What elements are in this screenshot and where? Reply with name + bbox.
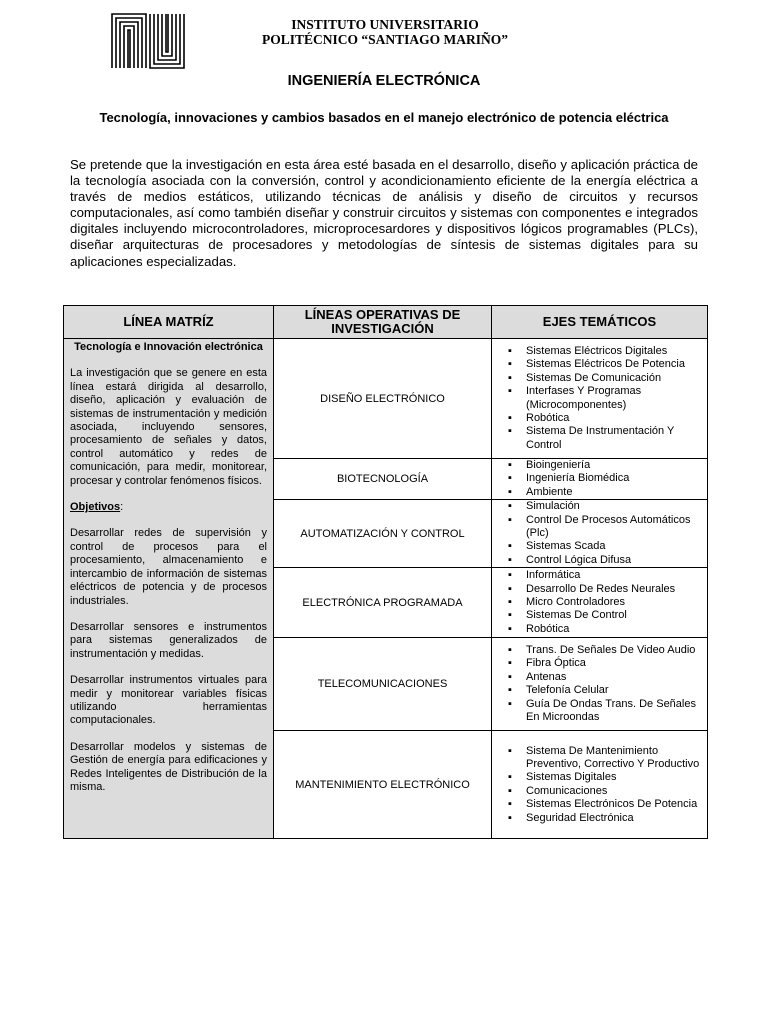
table-header-row [64, 306, 708, 339]
ejes-list [500, 745, 705, 825]
list-item: ▪ Sistemas De Control [526, 609, 705, 622]
list-item: ▪ Control De Procesos Automáticos (Plc) [526, 514, 705, 541]
list-item: ▪ Bioingeniería [526, 459, 705, 472]
list-item: ▪ Robótica [526, 623, 705, 636]
linea-operativa-cell: DISEÑO ELECTRÓNICO [274, 339, 492, 459]
table-row [64, 339, 708, 459]
linea-operativa-cell: AUTOMATIZACIÓN Y CONTROL [274, 500, 492, 568]
objetivo-item: Desarrollar modelos y sistemas de Gestión de energía para edificaciones y Redes Inteligentes de Distribución de la misma. [70, 740, 267, 793]
institute-line-1: INSTITUTO UNIVERSITARIO [291, 17, 479, 32]
ejes-list [500, 345, 705, 452]
list-item: ▪ Informática [526, 569, 705, 582]
list-item: ▪ Sistema De Instrumentación Y Control [526, 425, 705, 452]
ejes-list [500, 459, 705, 499]
objetivo-item: Desarrollar sensores e instrumentos para sistemas generalizados de instrumentación y medidas. [70, 620, 267, 660]
list-item: ▪ Sistemas Electrónicos De Potencia [526, 798, 705, 811]
linea-operativa-cell: BIOTECNOLOGÍA [274, 459, 492, 500]
ejes-tematicos-cell [492, 500, 708, 568]
list-item: ▪ Telefonía Celular [526, 684, 705, 697]
ejes-list [500, 569, 705, 636]
list-item: ▪ Fibra Óptica [526, 657, 705, 670]
list-item: ▪ Guía De Ondas Trans. De Señales En Microondas [526, 698, 705, 725]
ejes-tematicos-cell [492, 568, 708, 638]
list-item: ▪ Ambiente [526, 486, 705, 499]
list-item: ▪ Sistemas De Comunicación [526, 372, 705, 385]
ejes-tematicos-cell [492, 339, 708, 459]
objetivo-item: Desarrollar instrumentos virtuales para medir y monitorear variables físicas utilizando herramientas computacionales. [70, 674, 267, 727]
list-item: ▪ Simulación [526, 500, 705, 513]
ejes-tematicos-cell [492, 731, 708, 839]
ejes-list [500, 644, 705, 724]
table-body [64, 339, 708, 839]
list-item: ▪ Trans. De Señales De Video Audio [526, 644, 705, 657]
institute-line-2: POLITÉCNICO “SANTIAGO MARIÑO” [261, 32, 509, 47]
document-header [0, 0, 768, 80]
list-item: ▪ Sistemas Eléctricos Digitales [526, 345, 705, 358]
list-item: ▪ Sistemas Eléctricos De Potencia [526, 358, 705, 371]
list-item: ▪ Antenas [526, 671, 705, 684]
linea-matriz-cell [64, 339, 274, 839]
list-item: ▪ Robótica [526, 412, 705, 425]
list-item: ▪ Control Lógica Difusa [526, 554, 705, 567]
list-item: ▪ Sistemas Digitales [526, 771, 705, 784]
list-item: ▪ Micro Controladores [526, 596, 705, 609]
list-item: ▪ Sistemas Scada [526, 540, 705, 553]
list-item: ▪ Sistema De Mantenimiento Preventivo, Correctivo Y Productivo [526, 745, 705, 772]
header-ejes-tematicos: EJES TEMÁTICOS [492, 306, 708, 339]
ejes-list [500, 500, 705, 567]
linea-matriz-description: La investigación que se genere en esta línea estará dirigida al desarrollo, diseño, aplicación y evaluación de sistemas de instrumentación y medición asociada, incluyendo sensores, procesamiento de señales y datos, control automático y redes de comunicación, para medir, monitorear, procesar y controlar fenómenos físicos. [70, 367, 267, 487]
linea-operativa-cell: ELECTRÓNICA PROGRAMADA [274, 568, 492, 638]
ejes-tematicos-cell [492, 638, 708, 731]
list-item: ▪ Ingeniería Biomédica [526, 472, 705, 485]
list-item: ▪ Interfases Y Programas (Microcomponentes) [526, 385, 705, 412]
institute-logo-icon [110, 12, 186, 70]
institute-name [200, 17, 570, 47]
page-subtitle: Tecnología, innovaciones y cambios basados en el manejo electrónico de potencia eléctrica [99, 110, 669, 125]
page-title: INGENIERÍA ELECTRÓNICA [287, 73, 481, 89]
header-lineas-operativas: LÍNEAS OPERATIVAS DE INVESTIGACIÓN [274, 306, 492, 339]
objetivos-heading: Objetivos: [70, 501, 124, 514]
intro-paragraph: Se pretende que la investigación en esta área esté basada en el desarrollo, diseño y aplicación práctica de la tecnología asociada con la conversión, control y acondicionamiento eficiente de la energía eléctrica a través de medios estáticos, utilizando técnicas de análisis y diseño de circuitos y recursos computacionales, así como también diseñar y construir circuitos y sistemas con componentes e integrados digitales incluyendo microcontroladores, microprocesardores y dispositivos lógicos programables (PLCs), diseñar arquitecturas de procesadores y metodologías de síntesis de sistemas digitales para su aplicaciones especializadas. [70, 157, 698, 269]
list-item: ▪ Seguridad Electrónica [526, 812, 705, 825]
list-item: ▪ Comunicaciones [526, 785, 705, 798]
research-lines-table [63, 305, 708, 839]
linea-matriz-title: Tecnología e Innovación electrónica [74, 341, 263, 353]
list-item: ▪ Desarrollo De Redes Neurales [526, 583, 705, 596]
ejes-tematicos-cell [492, 459, 708, 500]
objetivos-label: Objetivos [70, 501, 121, 514]
linea-operativa-cell: TELECOMUNICACIONES [274, 638, 492, 731]
objetivo-item: Desarrollar redes de supervisión y control de procesos para el procesamiento, almacenamiento e intercambio de información de sistemas eléctricos de potencia y de procesos industriales. [70, 527, 267, 607]
header-linea-matriz: LÍNEA MATRÍZ [64, 306, 274, 339]
linea-operativa-cell: MANTENIMIENTO ELECTRÓNICO [274, 731, 492, 839]
